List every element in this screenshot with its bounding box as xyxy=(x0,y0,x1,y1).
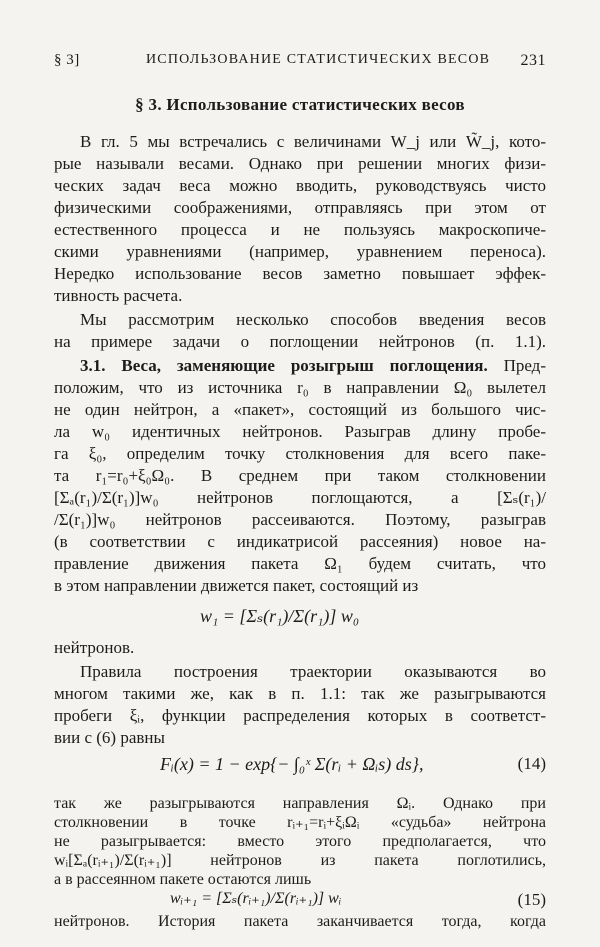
text-line: [Σₐ(r₁)/Σ(r₁)]w₀ нейтронов поглощаются, а [Σₛ(r₁)/ xyxy=(54,488,546,507)
text-line: в этом направлении движется пакет, состоящий из xyxy=(54,576,419,595)
text-line: Нередко использование весов заметно повышает эффек- xyxy=(54,264,546,283)
text-line: на примере задачи о поглощении нейтронов (п. 1.1). xyxy=(54,332,546,351)
text-line: ла w₀ идентичных нейтронов. Разыграв длину пробе- xyxy=(54,422,546,441)
text-line: Мы рассмотрим несколько способов введения весов xyxy=(80,310,546,329)
text-line: рые называли весами. Однако при решении многих физи- xyxy=(54,154,546,173)
text-line: столкновении в точке rᵢ₊₁=rᵢ+ξᵢΩᵢ «судьба» нейтрона xyxy=(54,814,546,831)
subsection-line xyxy=(80,355,546,377)
text-line: скими уравнениями (например, уравнением переноса). xyxy=(54,242,546,261)
text-line: пробеги ξᵢ, функции распределения которых в соответст- xyxy=(54,706,546,725)
formula-expression: w₁ = [Σₛ(r₁)/Σ(r₁)] w₀ xyxy=(200,606,360,626)
text-line: ческих задач веса можно вводить, руководствуясь чисто xyxy=(54,176,546,195)
formula-expression: Fᵢ(x) = 1 − exp{− ∫₀ˣ Σ(rᵢ + Ωᵢs) ds}, xyxy=(160,754,424,774)
text-line: тивность расчета. xyxy=(54,286,183,305)
text-line: Правила построения траектории оказываются во xyxy=(80,662,546,681)
header-title: ИСПОЛЬЗОВАНИЕ СТАТИСТИЧЕСКИХ ВЕСОВ xyxy=(146,52,491,67)
text-line: правление движения пакета Ω₁ будем считать, что xyxy=(54,554,546,573)
section-title: § 3. Использование статистических весов xyxy=(135,95,465,114)
text-line: wᵢ[Σₐ(rᵢ₊₁)/Σ(rᵢ₊₁)] нейтронов из пакета поглотились, xyxy=(54,852,546,869)
header-section: § 3] xyxy=(54,52,80,68)
text-line: га ξ₀, определим точку столкновения для всего паке- xyxy=(54,444,546,463)
text-line: /Σ(r₁)]w₀ нейтронов рассеиваются. Поэтому, разыграв xyxy=(54,510,546,529)
formula-expression: wᵢ₊₁ = [Σₛ(rᵢ₊₁)/Σ(rᵢ₊₁)] wᵢ xyxy=(170,890,342,907)
text-line: вии с (6) равны xyxy=(54,728,165,747)
text-line: не разыгрывается: вместо этого предполагается, что xyxy=(54,833,546,850)
text-line: не один нейтрон, а «пакет», состоящий из большого чис- xyxy=(54,400,546,419)
running-header xyxy=(54,52,546,74)
text-line: (в соответствии с индикатрисой рассеяния) новое на- xyxy=(54,532,546,551)
text-line: естественного процесса и не пользуясь макроскопиче- xyxy=(54,220,546,239)
text-line: та r₁=r₀+ξ₀Ω₀. В среднем при таком столкновении xyxy=(54,466,546,485)
text-line: положим, что из источника r₀ в направлении Ω₀ вылетел xyxy=(54,378,546,397)
text-line: физическими соображениями, отправляясь при этом от xyxy=(54,198,546,217)
text-line: нейтронов. История пакета заканчивается тогда, когда xyxy=(54,913,546,930)
text-line: многом такими же, как в п. 1.1: так же разыгрываются xyxy=(54,684,546,703)
text-line: а в рассеянном пакете остаются лишь xyxy=(54,871,312,888)
text-line: так же разыгрываются направления Ωᵢ. Однако при xyxy=(54,795,546,812)
page-number: 231 xyxy=(520,52,546,69)
subsection-continuation: Пред- xyxy=(503,356,546,375)
equation-number: (15) xyxy=(517,890,546,909)
text-line: нейтронов. xyxy=(54,638,135,657)
subsection-heading: 3.1. Веса, заменяющие розыгрыш поглощения. xyxy=(80,356,488,375)
text-line: В гл. 5 мы встречались с величинами W_j или W̃_j, кото- xyxy=(80,132,546,151)
equation-number: (14) xyxy=(517,754,546,773)
